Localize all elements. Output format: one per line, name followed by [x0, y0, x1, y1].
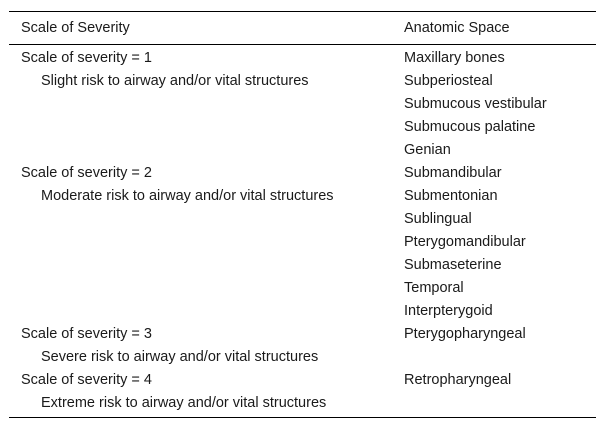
- anatomic-space-item: Genian: [404, 142, 451, 158]
- anatomic-space-item: Retropharyngeal: [404, 372, 512, 388]
- anatomic-space-item: Sublingual: [404, 211, 472, 227]
- header-anatomic-space: Anatomic Space: [404, 20, 510, 36]
- anatomic-space-item: Submucous palatine: [404, 119, 536, 135]
- severity-risk-label: Slight risk to airway and/or vital structures: [41, 73, 309, 89]
- severity-risk-label: Severe risk to airway and/or vital structures: [41, 349, 319, 365]
- table-bottom-rule: [9, 417, 596, 418]
- anatomic-space-item: Temporal: [404, 280, 464, 296]
- severity-scale-label: Scale of severity = 2: [21, 165, 152, 181]
- severity-risk-label: Extreme risk to airway and/or vital structures: [41, 395, 327, 411]
- table-header-rule: [9, 44, 596, 45]
- anatomic-space-item: Pterygomandibular: [404, 234, 526, 250]
- anatomic-space-item: Pterygopharyngeal: [404, 326, 526, 342]
- anatomic-space-item: Subperiosteal: [404, 73, 493, 89]
- anatomic-space-item: Submucous vestibular: [404, 96, 547, 112]
- anatomic-space-column: [404, 47, 547, 415]
- severity-scale-label: Scale of severity = 1: [21, 50, 152, 66]
- severity-scale-label: Scale of severity = 4: [21, 372, 152, 388]
- anatomic-space-item: Submaseterine: [404, 257, 502, 273]
- severity-scale-label: Scale of severity = 3: [21, 326, 152, 342]
- anatomic-space-item: Interpterygoid: [404, 303, 493, 319]
- header-scale-of-severity: Scale of Severity: [21, 20, 130, 36]
- anatomic-space-item: Maxillary bones: [404, 50, 505, 66]
- table-top-rule: [9, 11, 596, 12]
- anatomic-space-item: Submentonian: [404, 188, 498, 204]
- severity-risk-label: Moderate risk to airway and/or vital structures: [41, 188, 334, 204]
- severity-column: [21, 47, 334, 415]
- anatomic-space-item: Submandibular: [404, 165, 502, 181]
